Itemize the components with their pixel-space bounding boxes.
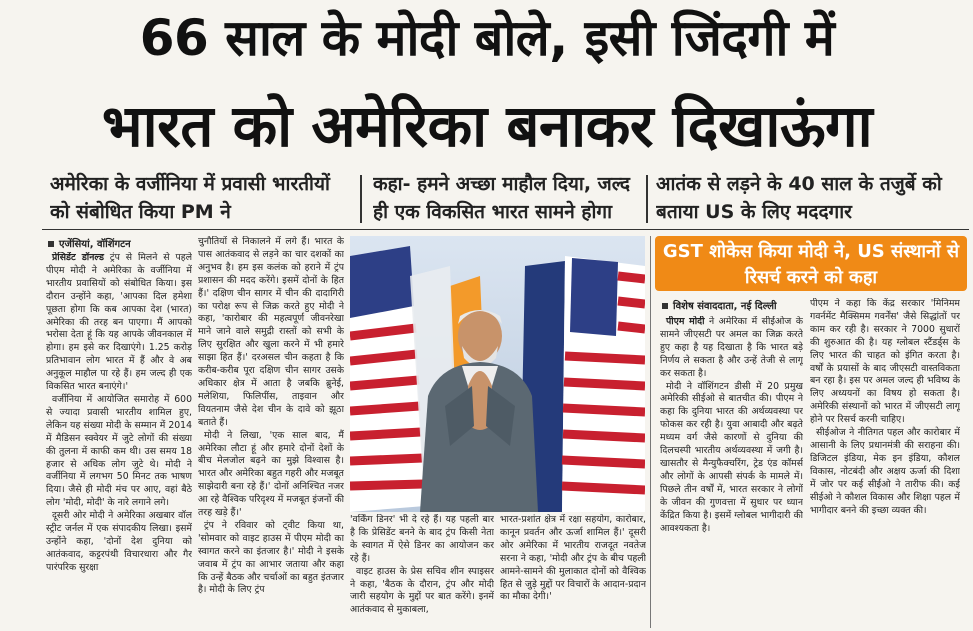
paragraph: ट्रंप ने रविवार को ट्वीट किया था, 'सोमवार को वाइट हाउस में पीएम मोदी का स्वागत करने का इंतजार है।' मोदी ने इसके जवाब में ट्रंप का आभार जताया और कहा कि उन्हें बैठक और चर्चाओं का बहुत इंतजार है। मोदी के लिए ट्रंप [198,519,344,596]
story-lead: प्रेसिडेंट डॉनल्ड [52,252,104,263]
story-column-5 [660,316,803,628]
deck-divider-1 [360,175,362,223]
square-bullet-icon [48,241,54,247]
deck-divider-2 [646,175,648,223]
story-column-6 [810,298,960,628]
paragraph: भारत-प्रशांत क्षेत्र में रक्षा सहयोग, कारोबार, कानून प्रवर्तन और ऊर्जा शामिल हैं।' दूसरी ओर अमेरिका में भारतीय राजदूत नवतेज सरना ने कहा, 'मोदी और ट्रंप के बीच पहली आमने-सामने की मुलाकात दोनों को वैश्विक हित से जुड़े मुद्दों पर विचारों के आदान-प्रदान का मौका देगी।' [500,514,646,603]
gst-story-headline: GST शोकेस किया मोदी ने, US संस्थानों से रिसर्च करने को कहा [655,236,967,291]
square-bullet-icon [662,303,668,309]
byline-left: एजेंसियां, वॉशिंगटन [48,236,188,250]
paragraph: पीएम ने कहा कि केंद्र सरकार 'मिनिमम गवर्नमेंट मैक्सिमम गवर्नेंस' जैसे सिद्धांतों पर काम कर रही है। सरकार ने 7000 सुधारों की शुरुआत की है। यह ग्लोबल स्टैंडर्ड्स के लिए भारत की चाहत को इंगित करता है। वर्षों के प्रयासों के बाद जीएसटी वास्तविकता बन रहा है। इस पर अमल जल्द ही भविष्य के लिए अध्ययनों का विषय हो सकता है। अमेरिकी संस्थानों को भारत में जीएसटी लागू होने पर रिसर्च करनी चाहिए। [810,298,960,426]
paragraph: चुनौतियों से निकालने में लगे हैं। भारत के पास आतंकवाद से लड़ने का चार दशकों का अनुभव है। हम इस कलंक को हराने में ट्रंप प्रशासन की मदद करेंगे। इसमें दोनों के हित हैं।' दक्षिण चीन सागर में चीन की दादागिरी का परोक्ष रूप से जिक्र करते हुए मोदी ने कहा, 'कारोबार की महत्वपूर्ण जीवनरेखा माने जाने वाले समुद्री रास्तों को सभी के लिए सुरक्षित और खुला करने में भी हमारे साझा हित हैं।' दरअसल चीन कहता है कि करीब-करीब पूरा दक्षिण चीन सागर उसके अधिकार क्षेत्र में आता है जबकि ब्रुनेई, मलेशिया, फिलिपींस, ताइवान और वियतनाम जैसे देश चीन के दावे को झूठा बताते हैं। [198,236,344,428]
paragraph: ट्रंप से मिलने से पहले पीएम मोदी ने अमेरिका के वर्जीनिया में भारतीय प्रवासियों को संबोधित किया। इस दौरान उन्होंने कहा, 'आपका दिल हमेशा पूछता होगा कि कब आपका देश (भारत) अमेरिका की तरह बन पाएगा। मैं आपको भरोसा देता हूं कि यह आपके जीवनकाल में होगा। हम इसे कर दिखाएंगे। 1.25 करोड़ प्रतिभावान लोग भारत में हैं और वे अब अनुकूल माहौल पा रहे हैं। हम जल्द ही एक विकसित भारत बनाएंगे।' [46,252,192,393]
byline-right: विशेष संवाददाता, नई दिल्ली [662,298,798,312]
modi-photo [350,236,645,512]
paragraph: वाइट हाउस के प्रेस सचिव शीन स्पाइसर ने कहा, 'बैठक के दौरान, ट्रंप और मोदी जारी सहयोग के मुद्दों पर बात करेंगे। इनमें आतंकवाद से मुकाबला, [350,565,494,616]
headline-line-1: 66 साल के मोदी बोले, इसी जिंदगी में [139,9,835,67]
paragraph: ने अमेरिका में सीईओज के सामने जीएसटी पर अमल का जिक्र करते हुए कहा है यह दिखाता है कि भारत बड़े निर्णय ले सकता है और उन्हें तेजी से लागू कर सकता है। [660,316,803,379]
paragraph: सीईओज ने नीतिगत पहल और कारोबार में आसानी के लिए प्रधानमंत्री की सराहना की। डिजिटल इंडिया, मेक इन इंडिया, कौशल विकास, नोटबंदी और अक्षय ऊर्जा की दिशा में जोर पर कई सीईओ ने तारीफ की। कई सीईओ ने कौशल विकास और शिक्षा पहल में भागीदार बनने की इच्छा व्यक्त की। [810,427,960,516]
deck-1: अमेरिका के वर्जीनिया में प्रवासी भारतीयों को संबोधित किया PM ने [50,173,330,223]
story-column-1 [46,252,192,628]
paragraph: मोदी ने वॉशिंगटन डीसी में 20 प्रमुख अमेरिकी सीईओ से बातचीत की। पीएम ने कहा कि दुनिया भारत की अर्थव्यवस्था पर फोकस कर रही है। युवा आबादी और बढ़ते मध्यम वर्ग जैसे कारणों से दुनिया की दिलचस्पी भारतीय अर्थव्यवस्था में जगी है। खासतौर से मैन्युफैक्चरिंग, ट्रेड एंड कॉमर्स और लोगों के आपसी संपर्क के मामले में। पिछले तीन वर्षों में, भारत सरकार ने लोगों के जीवन की गुणवत्ता में सुधार पर ध्यान केंद्रित किया है। इसमें ग्लोबल भागीदारी की आवश्यकता है। [660,380,803,534]
paragraph: दूसरी ओर मोदी ने अमेरिका अखबार वॉल स्ट्रीट जर्नल में एक संपादकीय लिखा। इसमें उन्होंने कहा, 'दोनों देश दुनिया को आतंकवाद, कट्टरपंथी विचारधारा और गैर पारंपरिक सुरक्षा [46,510,192,573]
paragraph: मोदी ने लिखा, 'एक साल बाद, मैं अमेरिका लौटा हूं और हमारे दोनों देशों के बीच मेलजोल बढ़ने का मुझे विश्वास है। भारत और अमेरिका बहुत गहरी और मजबूत साझेदारी बना रहे हैं।' दोनों अनिश्चित नजर आ रहे वैश्विक परिदृश्य में मजबूत इंजनों की तरह खड़े हैं।' [198,429,344,519]
story-column-4 [500,514,646,628]
paragraph: 'वर्किंग डिनर' भी दे रहे हैं। यह पहली बार है कि प्रेसिडेंट बनने के बाद ट्रंप किसी नेता के स्वागत में ऐसे डिनर का आयोजन कर रहे हैं। [350,514,494,564]
deck-2: कहा- हमने अच्छा माहौल दिया, जल्द ही एक विकसित भारत सामने होगा [373,173,631,223]
story-column-3 [350,514,494,628]
story-lead: पीएम मोदी [666,316,705,327]
column-divider [650,236,651,628]
deck-3: आतंक से लड़ने के 40 साल के तजुर्बे को बताया US के लिए मददगार [656,173,942,223]
paragraph: वर्जीनिया में आयोजित समारोह में 600 से ज्यादा प्रवासी भारतीय शामिल हुए, लेकिन यह संख्या मोदी के सम्मान में 2014 में मैडिसन स्क्वेयर में जुटे लोगों की संख्या की तुलना में काफी कम थी। उस समय 18 हजार से अधिक लोग जुटे थे। मोदी ने वर्जीनिया में लगभग 50 मिनट तक भाषण दिया। जैसे ही मोदी मंच पर आए, वहां बैठे लोग 'मोदी, मोदी' के नारे लगाने लगे। [46,393,192,509]
headline-line-2: भारत को अमेरिका बनाकर दिखाऊंगा [101,92,873,160]
story-column-2 [198,236,344,628]
deck-bottom-rule [42,229,969,230]
